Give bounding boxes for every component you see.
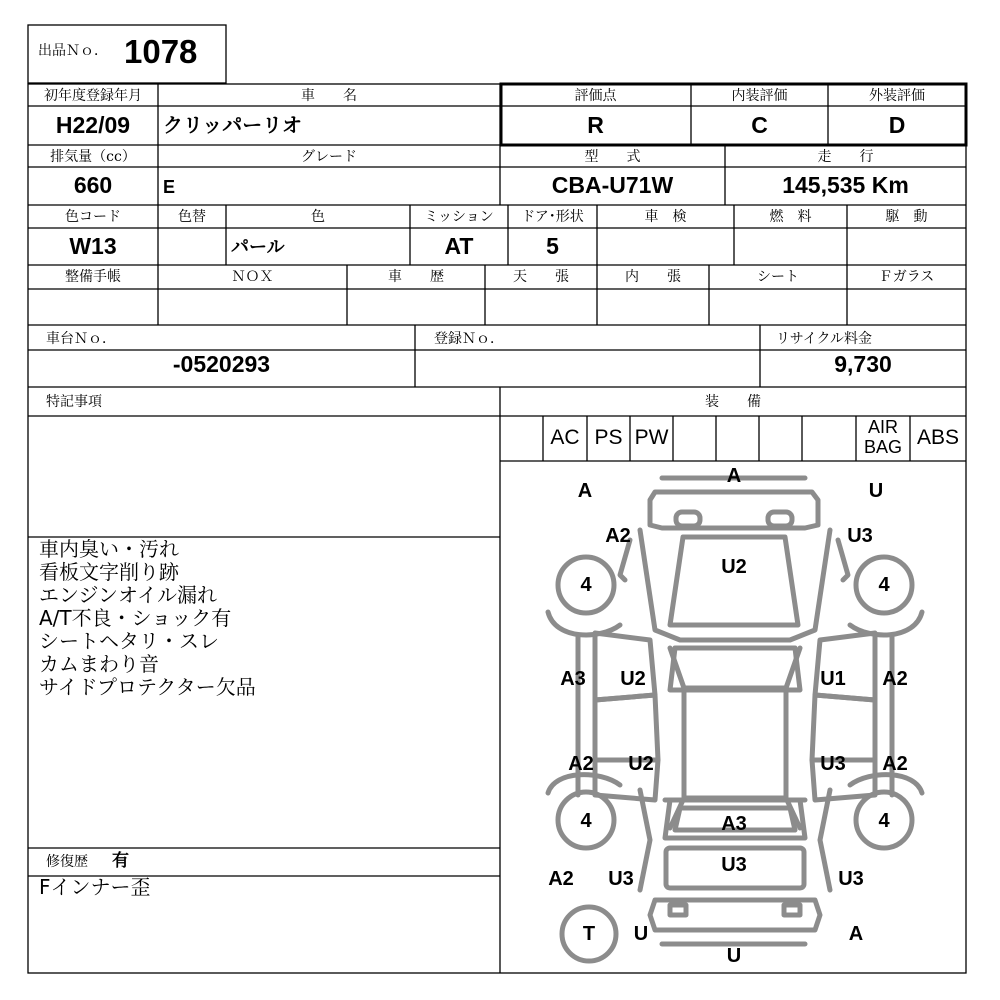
- reg-date-label: 初年度登録年月: [44, 88, 142, 104]
- note-line-2: 看板文字削り跡: [39, 560, 179, 584]
- color-label: 色: [311, 209, 325, 225]
- note-line-1: 車内臭い・汚れ: [39, 537, 179, 561]
- damage-mark: 4: [580, 810, 592, 832]
- recycle-label: リサイクル料金: [776, 331, 873, 347]
- door-value: 5: [546, 233, 559, 259]
- repair-value: 有: [112, 851, 129, 871]
- damage-mark: A2: [568, 753, 594, 775]
- lot-number: 1078: [124, 33, 198, 70]
- repair-label: 修復歴: [46, 854, 88, 870]
- damage-mark: 4: [580, 574, 592, 596]
- damage-mark: U3: [847, 525, 873, 547]
- damage-mark: T: [582, 923, 596, 945]
- note-line-6: カムまわり音: [39, 652, 159, 676]
- displacement-label: 排気量（cc）: [50, 149, 136, 165]
- damage-mark: A: [848, 923, 864, 945]
- damage-mark: U3: [608, 868, 634, 890]
- color-code-label: 色コード: [65, 209, 121, 225]
- note-line-4: A/T不良・ショック有: [39, 606, 232, 630]
- note-line-7: サイドプロテクター欠品: [39, 675, 256, 699]
- damage-mark: U3: [838, 868, 864, 890]
- damage-mark: A: [726, 465, 742, 487]
- interior-value: C: [751, 112, 768, 138]
- grade-label: グレード: [301, 149, 357, 165]
- interior-roof-label: 内 張: [625, 269, 681, 285]
- inspection-label: 車 検: [644, 209, 687, 225]
- damage-mark: U3: [721, 854, 747, 876]
- equipment-ps: PS: [594, 426, 623, 449]
- color-value: パール: [231, 237, 285, 258]
- damage-mark: 4: [878, 810, 890, 832]
- seat-label: シート: [757, 269, 799, 285]
- repair-detail: Fインナー歪: [39, 875, 151, 899]
- mileage-label: 走 行: [817, 149, 874, 165]
- damage-mark: A3: [560, 668, 586, 690]
- note-line-5: シートヘタリ・スレ: [39, 629, 219, 653]
- color-change-label: 色替: [178, 209, 206, 225]
- fuel-label: 燃 料: [769, 209, 812, 225]
- color-code-value: W13: [69, 233, 117, 259]
- score-label: 評価点: [574, 88, 617, 104]
- lot-label: 出品Ｎｏ．: [38, 43, 108, 59]
- chassis-label: 車台Ｎｏ．: [46, 331, 116, 347]
- exterior-value: D: [888, 112, 906, 138]
- fglass-label: Ｆガラス: [878, 269, 935, 285]
- damage-mark: U2: [620, 668, 646, 690]
- grade-value: E: [163, 177, 176, 197]
- roof-label: 天 張: [513, 269, 569, 285]
- damage-mark: A2: [882, 753, 908, 775]
- reg-date-value: H22/09: [55, 112, 131, 138]
- damage-mark: U: [868, 480, 884, 502]
- door-label: ドア･形状: [521, 209, 584, 225]
- equipment-label: 装 備: [705, 394, 761, 410]
- history-label: 車 歴: [388, 269, 444, 285]
- mission-value: AT: [444, 233, 474, 259]
- car-name-label: 車 名: [301, 88, 357, 104]
- equipment-airbag: AIR BAG: [863, 417, 902, 457]
- damage-mark: A2: [605, 525, 631, 547]
- damage-mark: U1: [820, 668, 846, 690]
- damage-mark: A2: [548, 868, 574, 890]
- nox-label: ＮＯＸ: [231, 269, 274, 285]
- car-name-value: クリッパーリオ: [163, 113, 302, 137]
- drive-label: 駆 動: [885, 209, 928, 225]
- model-label: 型 式: [584, 149, 641, 165]
- damage-mark: A3: [721, 813, 747, 835]
- damage-mark: U2: [721, 556, 747, 578]
- damage-mark: A: [577, 480, 593, 502]
- model-value: CBA-U71W: [551, 172, 674, 198]
- mission-label: ミッション: [424, 209, 494, 225]
- damage-mark: U: [726, 945, 742, 967]
- damage-mark: U3: [820, 753, 846, 775]
- interior-label: 内装評価: [731, 88, 788, 104]
- damage-mark: U: [633, 923, 649, 945]
- damage-mark: A2: [882, 668, 908, 690]
- score-value: R: [587, 112, 604, 138]
- displacement-value: 660: [73, 172, 113, 198]
- maintenance-label: 整備手帳: [65, 269, 121, 285]
- chassis-value: -0520293: [172, 351, 271, 377]
- equipment-abs: ABS: [916, 426, 960, 449]
- note-line-3: エンジンオイル漏れ: [39, 583, 217, 607]
- mileage-value: 145,535 Km: [782, 172, 909, 198]
- damage-mark: U2: [628, 753, 654, 775]
- exterior-label: 外装評価: [869, 88, 925, 104]
- damage-mark: 4: [878, 574, 890, 596]
- notes-label: 特記事項: [46, 394, 102, 410]
- equipment-ac: AC: [550, 426, 580, 449]
- registration-label: 登録Ｎｏ．: [434, 331, 504, 347]
- equipment-pw: PW: [634, 426, 669, 449]
- recycle-value: 9,730: [834, 351, 892, 377]
